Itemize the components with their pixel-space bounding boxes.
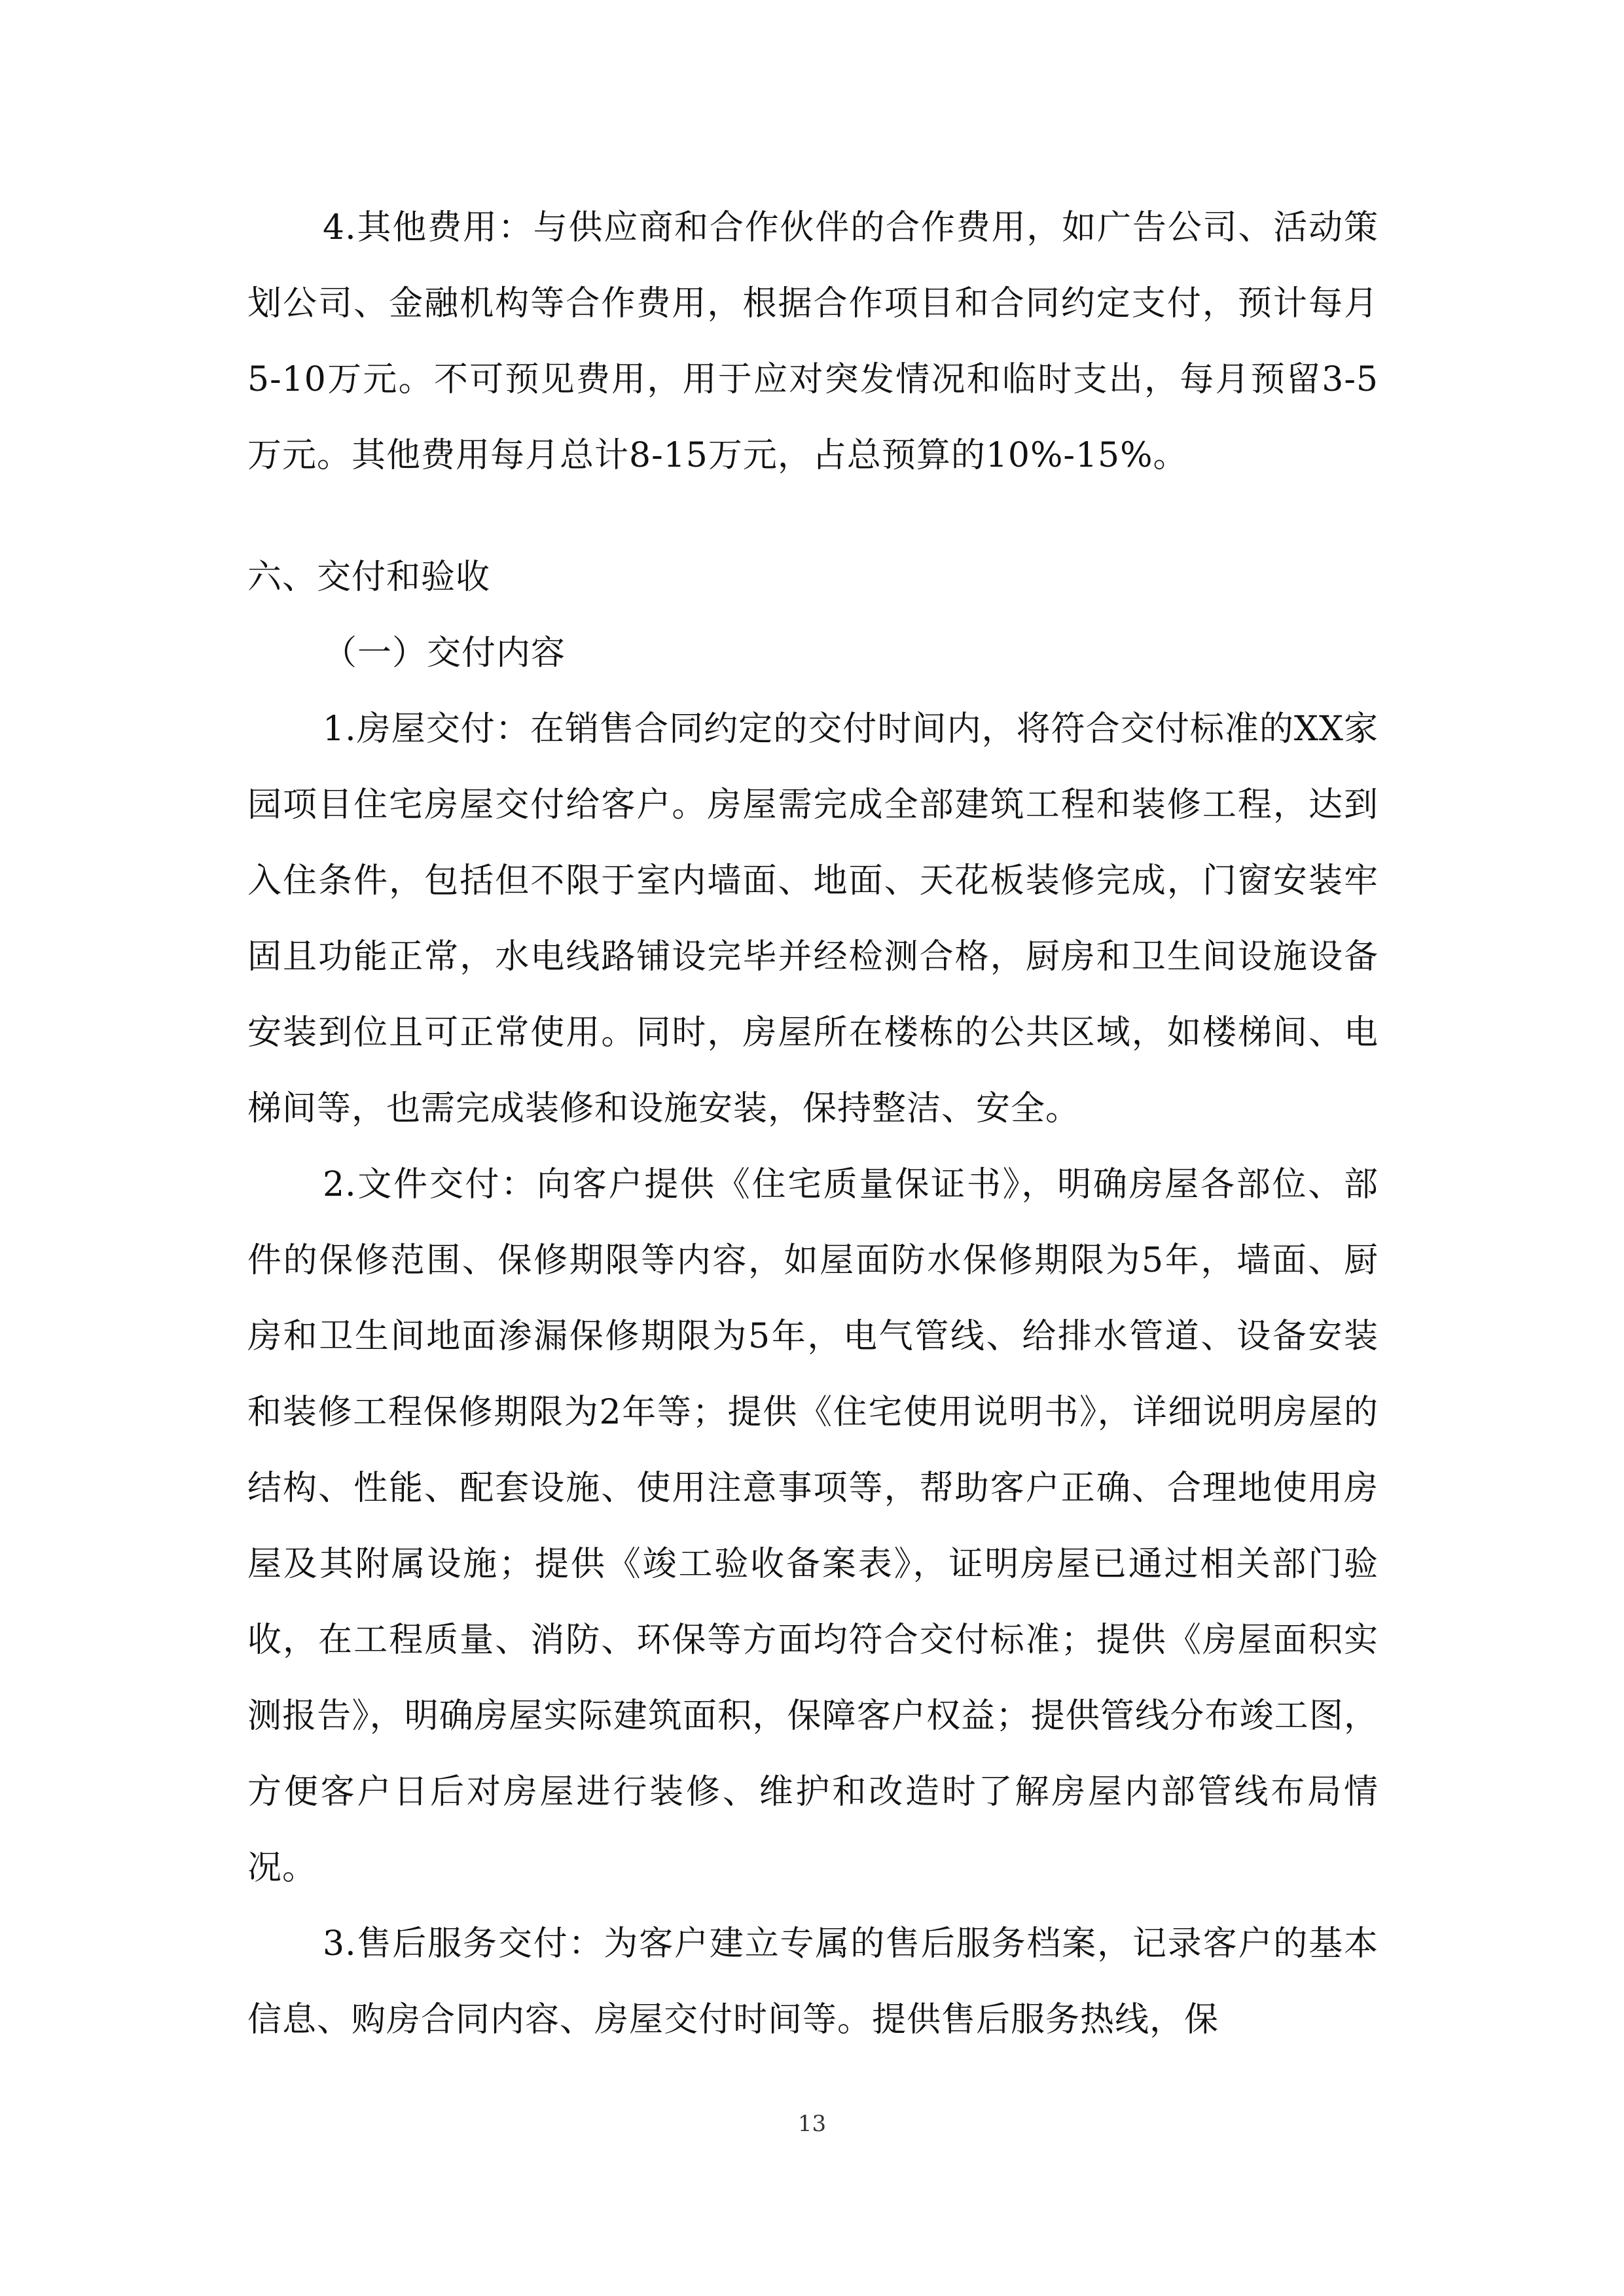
paragraph-after-sales-delivery: 3.售后服务交付：为客户建立专属的售后服务档案，记录客户的基本信息、购房合同内容、房屋交付时间等。提供售后服务热线，保 [247, 1924, 1379, 2039]
paragraph-document-delivery: 2.文件交付：向客户提供《住宅质量保证书》，明确房屋各部位、部件的保修范围、保修期限等内容，如屋面防水保修期限为5年，墙面、厨房和卫生间地面渗漏保修期限为5年，电气管线、给排水管道、设备安装和装修工程保修期限为2年等；提供《住宅使用说明书》，详细说明房屋的结构、性能、配套设施、使用注意事项等，帮助客户正确、合理地使用房屋及其附属设施；提供《竣工验收备案表》，证明房屋已通过相关部门验收，在工程质量、消防、环保等方面均符合交付标准；提供《房屋面积实测报告》，明确房屋实际建筑面积，保障客户权益；提供管线分布竣工图，方便客户日后对房屋进行装修、维护和改造时了解房屋内部管线布局情况。 [247, 1165, 1379, 1888]
page-number: 13 [797, 2111, 827, 2137]
section-heading-delivery-acceptance: 六、交付和验收 [247, 558, 491, 597]
subsection-heading-delivery-content: （一）交付内容 [323, 634, 566, 673]
paragraph-house-delivery: 1.房屋交付：在销售合同约定的交付时间内，将符合交付标准的XX家园项目住宅房屋交付给客户。房屋需完成全部建筑工程和装修工程，达到入住条件，包括但不限于室内墙面、地面、天花板装修完成，门窗安装牢固且功能正常，水电线路铺设完毕并经检测合格，厨房和卫生间设施设备安装到位且可正常使用。同时，房屋所在楼栋的公共区域，如楼梯间、电梯间等，也需完成装修和设施安装，保持整洁、安全。 [247, 709, 1379, 1128]
body-text [247, 190, 1379, 2058]
paragraph-other-costs: 4.其他费用：与供应商和合作伙伴的合作费用，如广告公司、活动策划公司、金融机构等合作费用，根据合作项目和合同约定支付，预计每月5-10万元。不可预见费用，用于应对突发情况和临时支出，每月预留3-5万元。其他费用每月总计8-15万元，占总预算的10%-15%。 [247, 208, 1379, 475]
